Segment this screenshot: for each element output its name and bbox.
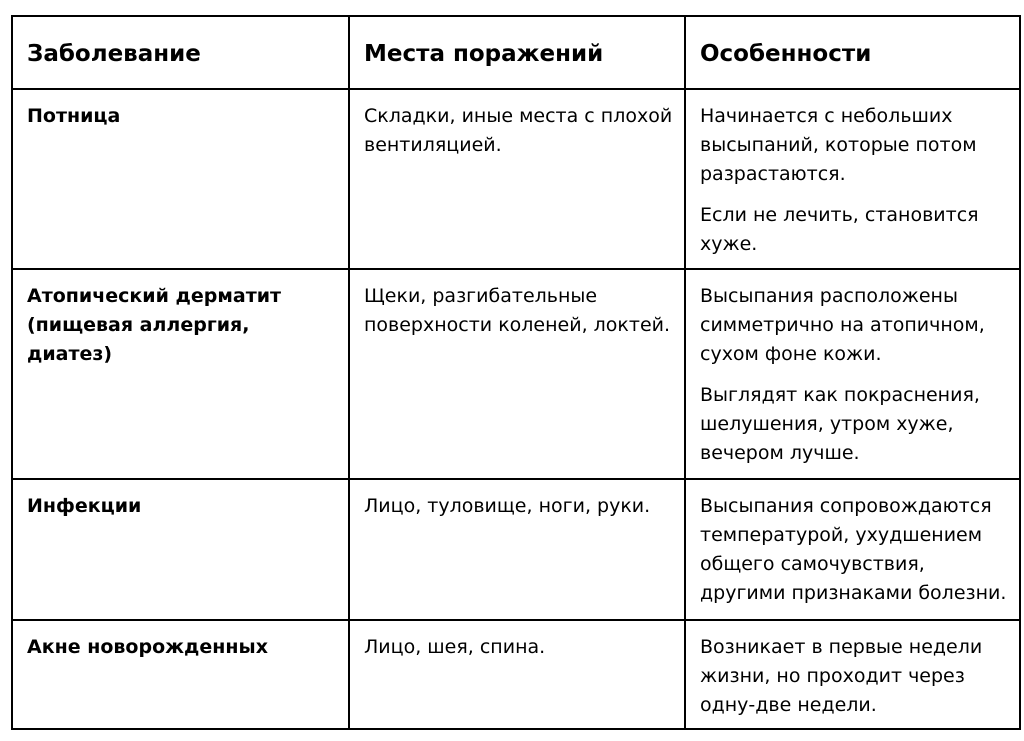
features-cell [685,479,1020,620]
features-text [686,270,1019,468]
header-locations [349,16,685,89]
disease-name: Инфекции [27,495,142,517]
disease-name: Потница [27,105,121,127]
disease-cell [12,89,349,269]
table-row [12,620,1020,729]
locations-cell [349,269,685,479]
feature-paragraph: Высыпания сопровождаются температурой, ухудшением общего самочувствия, другими признаками болезни. [700,495,1007,604]
features-cell [685,269,1020,479]
header-locations-label: Места поражений [364,40,604,67]
header-disease-label: Заболевание [27,40,201,67]
header-features [685,16,1020,89]
feature-paragraph: Возникает в первые недели жизни, но проходит через одну-две недели. [700,636,983,716]
disease-table-container [11,15,1021,730]
locations-cell [349,479,685,620]
disease-table [11,15,1021,730]
header-features-label: Особенности [700,40,872,67]
features-cell [685,620,1020,729]
disease-name: Акне новорожденных [27,636,268,658]
locations-text: Лицо, шея, спина. [364,636,546,658]
disease-cell [12,479,349,620]
feature-paragraph: Высыпания расположены симметрично на атопичном, сухом фоне кожи. [700,285,985,365]
features-text [686,621,1019,720]
features-cell [685,89,1020,269]
disease-name: Атопический дерматит (пищевая аллергия, диатез) [27,285,282,365]
header-disease [12,16,349,89]
locations-cell [349,620,685,729]
features-text [686,480,1019,608]
table-row [12,479,1020,620]
disease-cell [12,269,349,479]
features-text [686,90,1019,259]
disease-cell [12,620,349,729]
feature-paragraph: Начинается с небольших высыпаний, которые потом разрастаются. [700,105,977,185]
locations-cell [349,89,685,269]
locations-text: Складки, иные места с плохой вентиляцией. [364,105,673,156]
table-row [12,89,1020,269]
feature-paragraph: Если не лечить, становится хуже. [700,204,979,255]
locations-text: Лицо, туловище, ноги, руки. [364,495,651,517]
locations-text: Щеки, разгибательные поверхности коленей, локтей. [364,285,671,336]
feature-paragraph: Выглядят как покраснения, шелушения, утром хуже, вечером лучше. [700,384,980,464]
table-row [12,269,1020,479]
table-header-row [12,16,1020,89]
